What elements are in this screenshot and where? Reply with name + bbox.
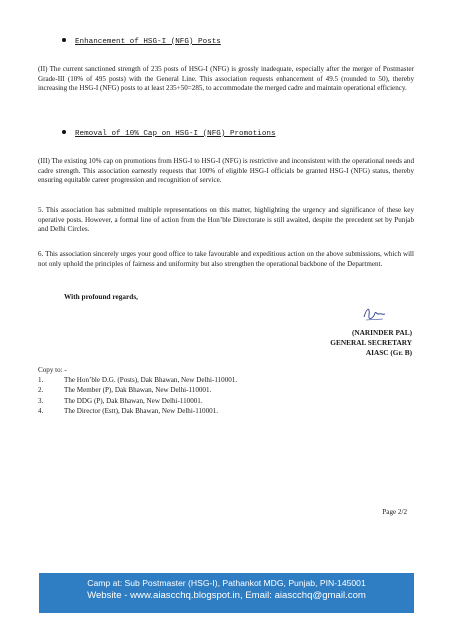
footer-banner (39, 573, 414, 613)
signatory-name: (NARINDER PAL) (351, 328, 412, 337)
signature-icon (361, 303, 389, 325)
section-heading-enhancement (62, 38, 221, 46)
list-item (38, 385, 237, 395)
list-item-text: The Hon’ble D.G. (Posts), Dak Bhawan, New Delhi-110001. (64, 376, 238, 385)
copy-to-label: Copy to: - (38, 366, 67, 374)
list-item-number: 1. (38, 376, 44, 385)
list-item-text: The Member (P), Dak Bhawan, New Delhi-110001. (64, 386, 212, 395)
list-item-text: The DDG (P), Dak Bhawan, New Delhi-110001. (64, 396, 203, 405)
list-item (38, 396, 237, 406)
list-item-number: 4. (38, 406, 44, 415)
signatory-title: GENERAL SECRETARY (330, 337, 412, 347)
list-item-number: 2. (38, 386, 44, 395)
bullet-icon (62, 130, 66, 134)
copy-to-list (38, 365, 237, 416)
list-item (38, 375, 237, 385)
section-heading-text: Enhancement of HSG-I (NFG) Posts (75, 38, 221, 46)
bullet-icon (62, 38, 66, 42)
section-heading-text: Removal of 10% Cap on HSG-I (NFG) Promotions (75, 130, 276, 138)
list-item-text: The Director (Estt), Dak Bhawan, New Delhi-110001. (64, 406, 218, 415)
list-item (38, 406, 237, 416)
section-heading-removal-cap (62, 130, 276, 138)
list-item-number: 3. (38, 396, 44, 405)
paragraph-iii: (III) The existing 10% cap on promotions from HSG-I to HSG-I (NFG) is restrictive and inconsistent with the operational needs and cadre strength. This association earnestly requests that 100% of eligible HSG-I officials be granted HSG-I (NFG) status, thereby ensuring equitable career progression and recognition of service. (38, 157, 414, 185)
footer-contact: Website - www.aiascchq.blogspot.in, Email: aiascchq@gmail.com (87, 590, 366, 601)
signatory-block (330, 328, 412, 357)
paragraph-ii: (II) The current sanctioned strength of 235 posts of HSG-I (NFG) is grossly inadequate, especially after the merger of Postmaster Grade-III (10% of 495 posts) with the General Line. This association requests enhancement of 49.5 (rounded to 50), thereby increasing the HSG-I (NFG) posts to at least 235+50=285, to accommodate the merged cadre and maintain operational efficiency. (38, 65, 414, 93)
paragraph-5: 5. This association has submitted multiple representations on this matter, highlighting the urgency and significance of these key operative posts. However, a formal line of action from the Hon’ble Directorate is still awaited, despite the precedent set by Punjab and Delhi Circles. (38, 206, 414, 234)
paragraph-6: 6. This association sincerely urges your good office to take favourable and expeditious action on the above submissions, which will not only uphold the principles of fairness and uniformity but also strengthen the operational backbone of the Department. (38, 250, 414, 268)
footer-address: Camp at: Sub Postmaster (HSG-I), Pathankot MDG, Punjab, PIN-145001 (87, 578, 366, 588)
closing-regards: With profound regards, (64, 292, 138, 301)
signatory-org: AIASC (Gr. B) (365, 347, 412, 357)
page-number: Page 2/2 (382, 508, 407, 516)
